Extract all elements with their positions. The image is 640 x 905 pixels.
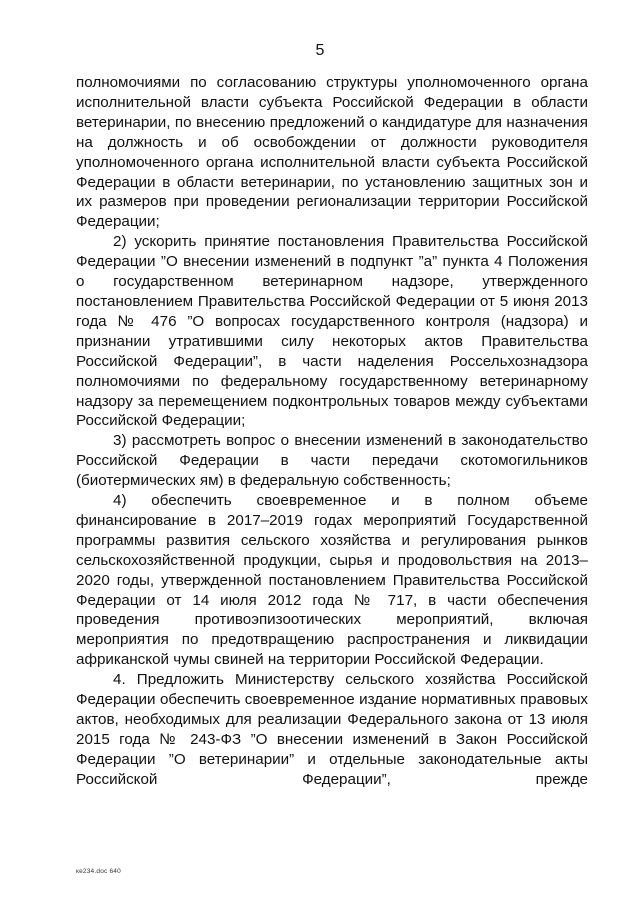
page-number: 5	[315, 42, 325, 59]
paragraph-section-4: 4. Предложить Министерству сельского хозяйства Российской Федерации обеспечить своевременное издание нормативных правовых актов, необходимых для реализации Федерального закона от 13 июля 2015 года № 243-ФЗ ”О внесении изменений в Закон Российской Федерации ”О ветеринарии” и отдельные законодательные акты Российской Федерации”, прежде	[76, 671, 588, 788]
paragraph-item-2: 2) ускорить принятие постановления Правительства Российской Федерации ”О внесении изменений в подпункт ”а” пункта 4 Положения о государственном ветеринарном надзоре, утвержденного постановлением Правительства Российской Федерации от 5 июня 2013 года № 476 ”О вопросах государственного контроля (надзора) и признании утратившими силу некоторых актов Правительства Российской Федерации”, в части наделения Россельхознадзора полномочиями по федеральному государственному ветеринарному надзору за перемещением подконтрольных товаров между субъектами Российской Федерации;	[76, 233, 588, 430]
footer-document-code: ке234.doc 640	[76, 868, 121, 875]
paragraph-item-4: 4) обеспечить своевременное и в полном объеме финансирование в 2017–2019 годах мероприятий Государственной программы развития сельского хозяйства и регулирования рынков сельскохозяйственной продукции, сырья и продовольствия на 2013–2020 годы, утвержденной постановлением Правительства Российской Федерации от 14 июля 2012 года № 717, в части обеспечения проведения противоэпизоотических мероприятий, включая мероприятия по предотвращению распространения и ликвидации африканской чумы свиней на территории Российской Федерации.	[76, 492, 588, 669]
document-body	[76, 73, 588, 790]
paragraph-item-3: 3) рассмотреть вопрос о внесении изменений в законодательство Российской Федерации в части передачи скотомогильников (биотермических ям) в федеральную собственность;	[76, 432, 588, 490]
paragraph-continuation: полномочиями по согласованию структуры уполномоченного органа исполнительной власти субъекта Российской Федерации в области ветеринарии, по внесению предложений о кандидатуре для назначения на должность и об освобождении от должности руководителя уполномоченного органа исполнительной власти субъекта Российской Федерации в области ветеринарии, по установлению защитных зон и их размеров при проведении регионализации территории Российской Федерации;	[76, 74, 588, 231]
